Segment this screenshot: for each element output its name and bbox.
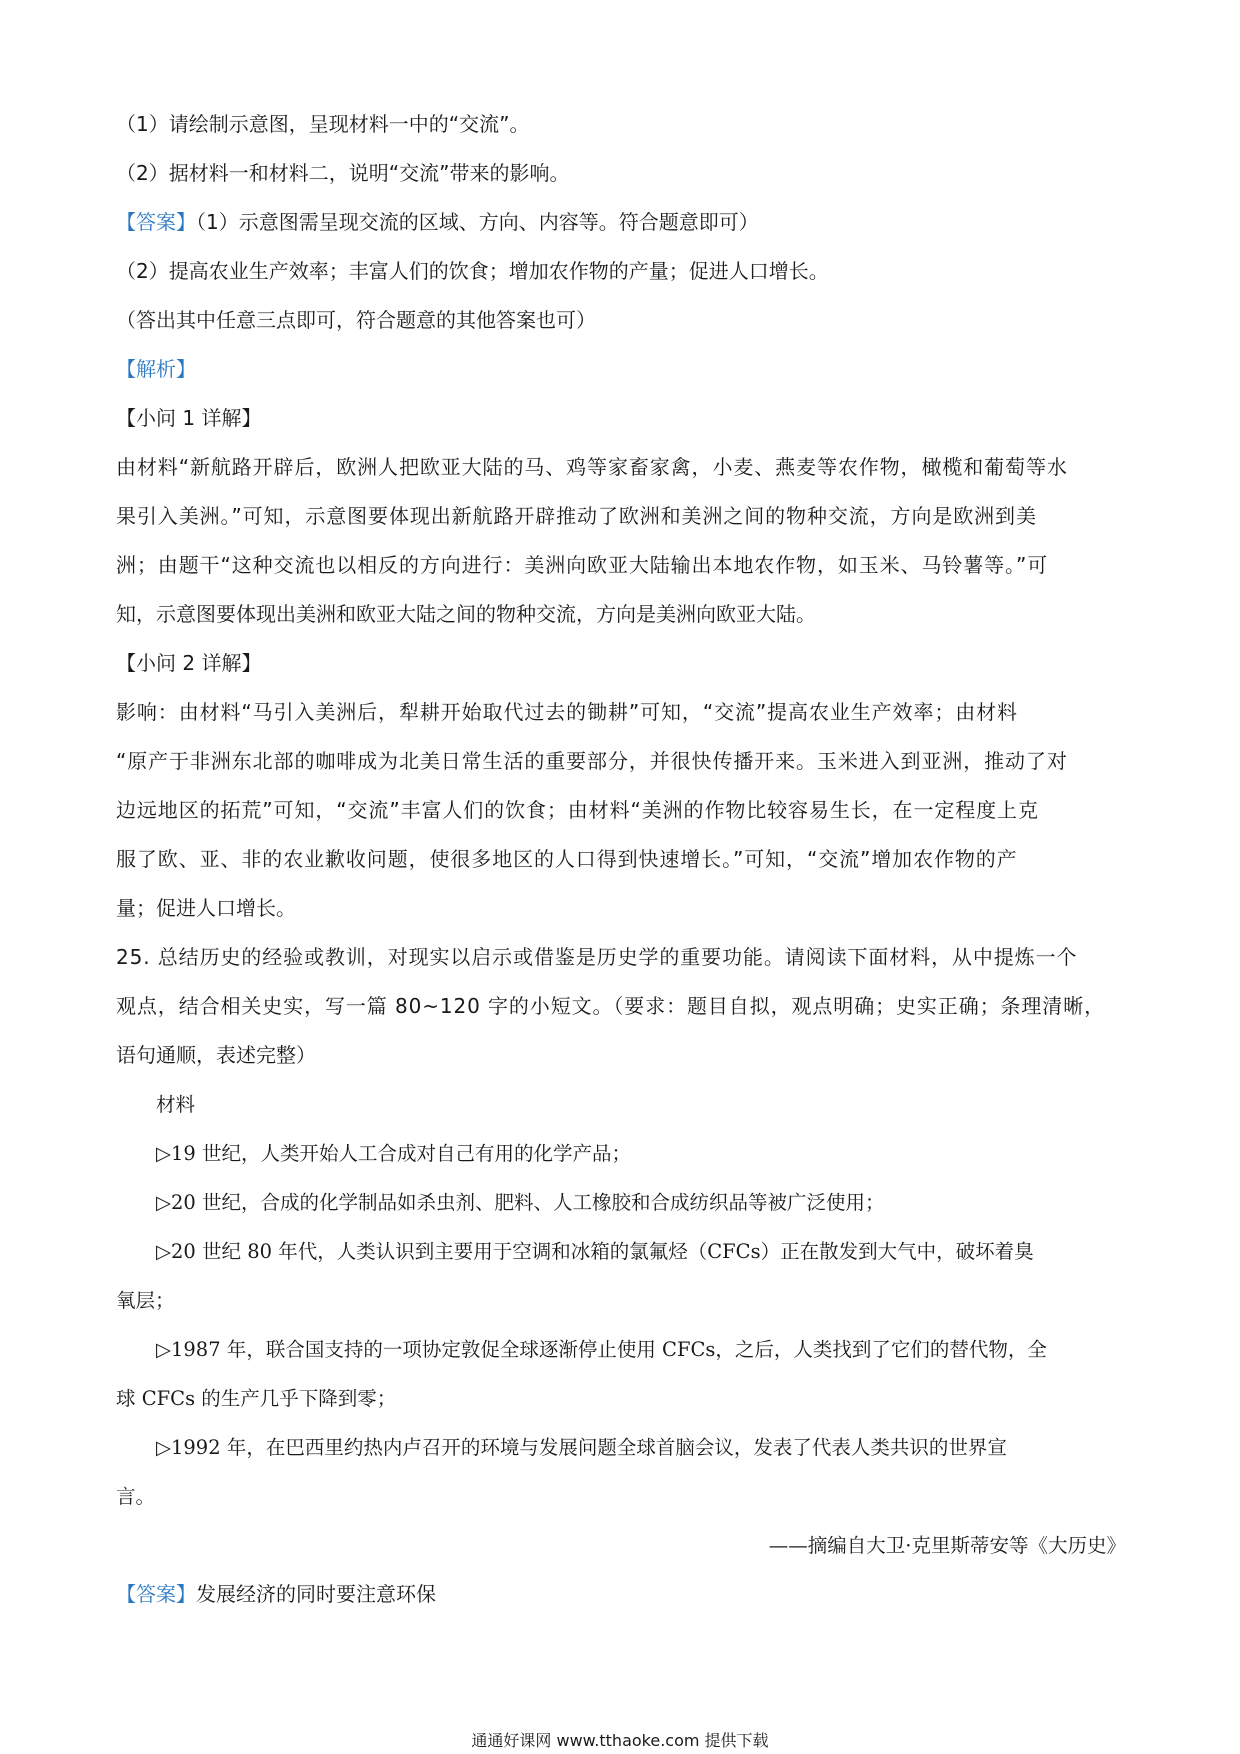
answer-tag: 【答案】: [116, 1582, 196, 1606]
question-25: 25. 总结历史的经验或教训，对现实以启示或借鉴是历史学的重要功能。请阅读下面材料，从中提炼一个: [116, 945, 1078, 969]
para-line: 知，示意图要体现出美洲和欧亚大陆之间的物种交流，方向是美洲向欧亚大陆。: [116, 602, 816, 626]
para-line: 由材料“新航路开辟后，欧洲人把欧亚大陆的马、鸡等家畜家禽，小麦、燕麦等农作物，橄榄和葡萄等水: [116, 455, 1068, 479]
para-line: 量；促进人口增长。: [116, 896, 296, 920]
answer-tag: 【答案】: [116, 210, 196, 234]
material-item: ▷20 世纪，合成的化学制品如杀虫剂、肥料、人工橡胶和合成纺织品等被广泛使用；: [156, 1191, 885, 1214]
material-item: ▷1987 年，联合国支持的一项协定敦促全球逐渐停止使用 CFCs，之后，人类找到了它们的替代物，全: [156, 1338, 1047, 1361]
para-line: “原产于非洲东北部的咖啡成为北美日常生活的重要部分，并很快传播开来。玉米进入到亚洲，推动了对: [116, 749, 1068, 773]
material-item-cont: 球 CFCs 的生产几乎下降到零；: [116, 1387, 397, 1410]
para-line: 服了欧、亚、非的农业歉收问题，使很多地区的人口得到快速增长。”可知，“交流”增加农作物的产: [116, 847, 1018, 871]
para-line: 边远地区的拓荒”可知，“交流”丰富人们的饮食；由材料“美洲的作物比较容易生长，在一定程度上克: [116, 798, 1039, 822]
material-item: ▷1992 年，在巴西里约热内卢召开的环境与发展问题全球首脑会议，发表了代表人类共识的世界宣: [156, 1436, 1007, 1459]
subq1-heading: 【小问 1 详解】: [116, 406, 262, 430]
material-item-cont: 氧层；: [116, 1289, 175, 1312]
para-line: 果引入美洲。”可知，示意图要体现出新航路开辟推动了欧洲和美洲之间的物种交流，方向是欧洲到美: [116, 504, 1037, 528]
material-source: ——摘编自大卫·克里斯蒂安等《大历史》: [768, 1534, 1126, 1557]
q-sub-1: （1）请绘制示意图，呈现材料一中的“交流”。: [116, 112, 530, 136]
answer-note: （答出其中任意三点即可，符合题意的其他答案也可）: [116, 308, 596, 332]
material-item: ▷20 世纪 80 年代，人类认识到主要用于空调和冰箱的氯氟烃（CFCs）正在散发到大气中，破坏着臭: [156, 1240, 1034, 1263]
analysis-heading: [116, 345, 1126, 394]
material-item-cont: 言。: [116, 1485, 156, 1508]
answer-line: 【答案】（1）示意图需呈现交流的区域、方向、内容等。符合题意即可）: [116, 210, 759, 234]
q-sub-2: （2）据材料一和材料二，说明“交流”带来的影响。: [116, 161, 570, 185]
para-line: 洲；由题干“这种交流也以相反的方向进行：美洲向欧亚大陆输出本地农作物，如玉米、马铃薯等。”可: [116, 553, 1049, 577]
analysis-tag: 【解析】: [116, 357, 196, 381]
subq2-heading: 【小问 2 详解】: [116, 651, 262, 675]
question-25-line: 语句通顺，表述完整）: [116, 1043, 316, 1067]
page-footer: 通通好课网 www.tthaoke.com 提供下载: [471, 1731, 769, 1750]
answer-25: 【答案】发展经济的同时要注意环保: [116, 1582, 436, 1606]
question-25-line: 观点，结合相关史实，写一篇 80~120 字的小短文。（要求：题目自拟，观点明确；史实正确；条理清晰，: [116, 994, 1105, 1018]
material-heading: 材料: [156, 1093, 196, 1116]
para-line: 影响：由材料“马引入美洲后，犁耕开始取代过去的锄耕”可知，“交流”提高农业生产效率；由材料: [116, 700, 1018, 724]
content: [116, 100, 1126, 1619]
material-item: ▷19 世纪，人类开始人工合成对自己有用的化学产品；: [156, 1142, 632, 1165]
answer-line-2: （2）提高农业生产效率；丰富人们的饮食；增加农作物的产量；促进人口增长。: [116, 259, 829, 283]
